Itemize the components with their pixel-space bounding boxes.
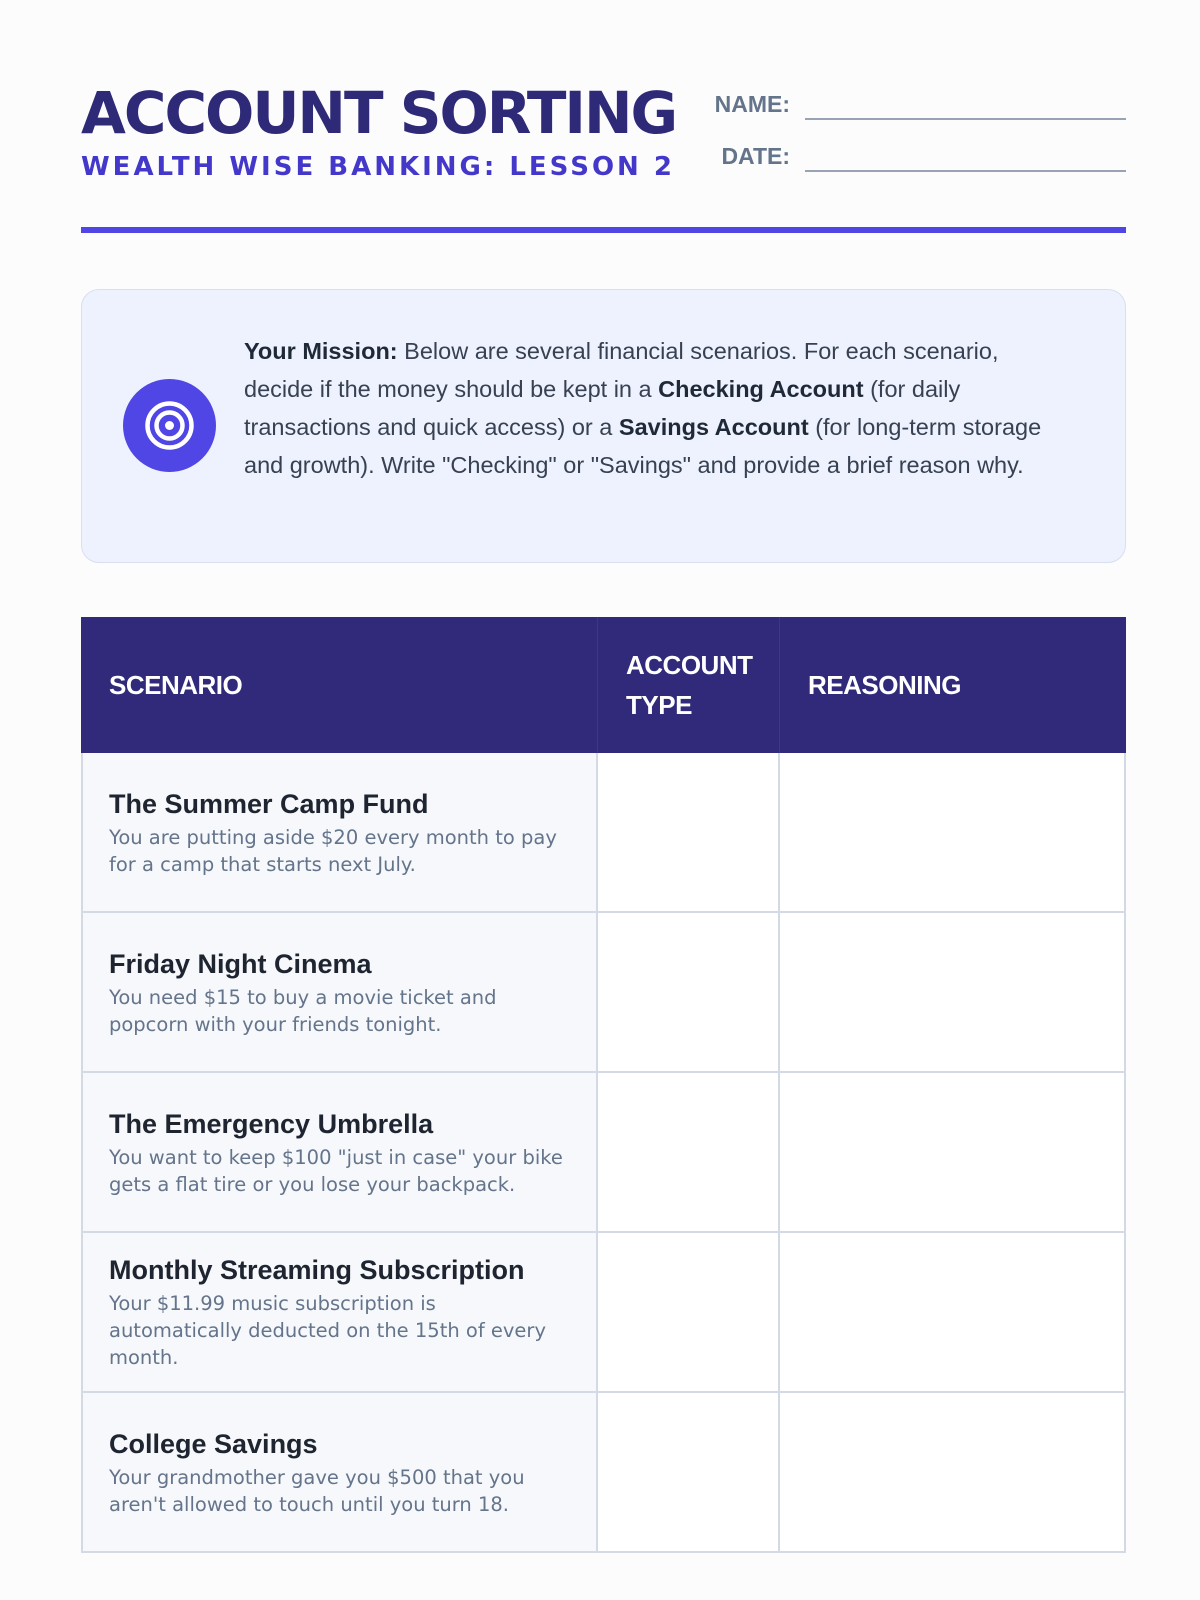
page-subtitle: WEALTH WISE BANKING: LESSON 2 [81, 152, 675, 182]
checking-account-term: Checking Account [658, 376, 864, 402]
account-type-cell[interactable] [598, 1393, 780, 1551]
worksheet-header [81, 0, 1126, 236]
table-row [81, 913, 1126, 1073]
account-type-cell[interactable] [598, 913, 780, 1071]
table-header [81, 617, 1126, 753]
column-header-account-type: ACCOUNT TYPE [597, 617, 779, 753]
account-type-cell[interactable] [598, 753, 780, 911]
scenario-cell [81, 753, 598, 911]
reasoning-cell[interactable] [780, 1073, 1126, 1231]
scenario-description: You want to keep $100 "just in case" your bike gets a flat tire or you lose your backpack. [109, 1145, 563, 1196]
date-field[interactable] [711, 132, 1126, 172]
account-type-cell[interactable] [598, 1073, 780, 1231]
scenario-title: College Savings [109, 1428, 318, 1459]
column-header-reasoning: REASONING [779, 617, 1126, 753]
table-row [81, 1393, 1126, 1553]
scenario-cell [81, 1073, 598, 1231]
scenario-title: Friday Night Cinema [109, 948, 372, 979]
scenario-title: The Emergency Umbrella [109, 1108, 434, 1139]
header-divider [81, 227, 1126, 233]
target-icon [123, 379, 216, 472]
mission-text-2: (for daily transactions and quick access) or a [244, 376, 961, 440]
reasoning-cell[interactable] [780, 913, 1126, 1071]
mission-text-3: (for long-term storage and growth). Write "Checking" or "Savings" and provide a brief reason why. [244, 414, 1042, 478]
mission-box [81, 289, 1126, 563]
date-label: DATE: [721, 143, 790, 169]
table-row [81, 753, 1126, 913]
scenario-title: The Summer Camp Fund [109, 788, 429, 819]
date-line[interactable] [805, 170, 1126, 172]
scenario-description: You need $15 to buy a movie ticket and popcorn with your friends tonight. [109, 985, 497, 1036]
reasoning-cell[interactable] [780, 1233, 1126, 1391]
scenario-description: You are putting aside $20 every month to pay for a camp that starts next July. [109, 825, 557, 876]
table-body [81, 753, 1126, 1553]
scenario-cell [81, 913, 598, 1071]
scenario-cell [81, 1233, 598, 1391]
savings-account-term: Savings Account [618, 414, 809, 440]
table-row [81, 1233, 1126, 1393]
reasoning-cell[interactable] [780, 1393, 1126, 1551]
mission-lead: Your Mission: [244, 338, 398, 364]
mission-text-1: Below are several financial scenarios. For each scenario, decide if the money should be kept in a [244, 338, 999, 402]
scenario-description: Your $11.99 music subscription is automatically deducted on the 15th of every month. [109, 1292, 546, 1369]
name-field[interactable] [711, 80, 1126, 120]
column-header-scenario: SCENARIO [109, 670, 243, 700]
name-label: NAME: [714, 91, 790, 117]
scenario-cell [81, 1393, 598, 1551]
name-line[interactable] [805, 118, 1126, 120]
worksheet-page [81, 0, 1126, 478]
account-type-cell[interactable] [598, 1233, 780, 1391]
mission-instructions [244, 332, 1064, 484]
scenario-title: Monthly Streaming Subscription [109, 1255, 525, 1285]
reasoning-cell[interactable] [780, 753, 1126, 911]
page-title: ACCOUNT SORTING [81, 79, 677, 147]
scenario-description: Your grandmother gave you $500 that you aren't allowed to touch until you turn 18. [109, 1465, 525, 1516]
table-row [81, 1073, 1126, 1233]
